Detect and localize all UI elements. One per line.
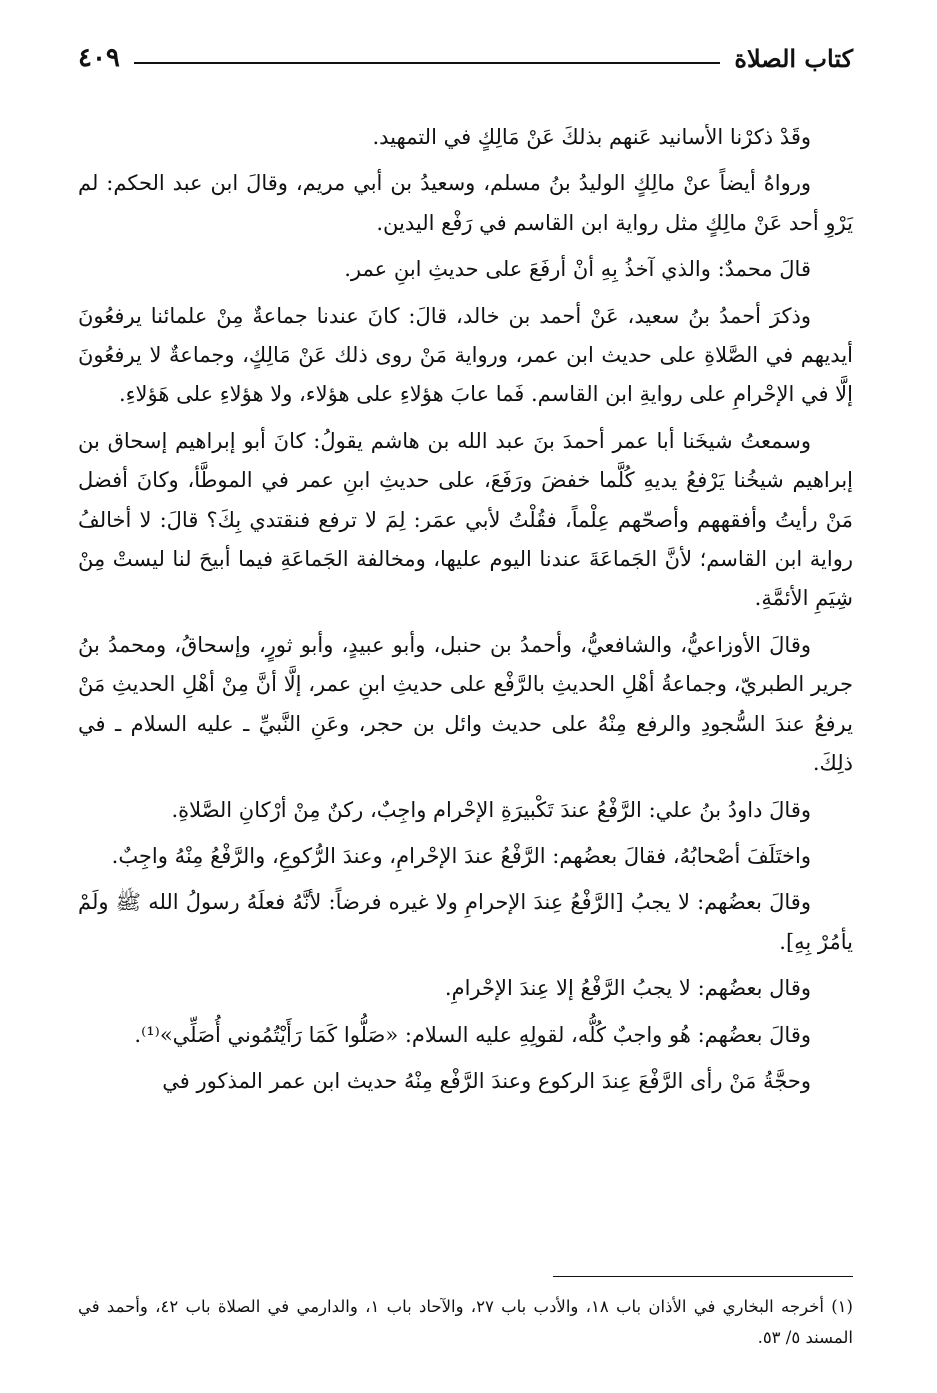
book-title: كتاب الصلاة — [734, 43, 853, 73]
running-header — [78, 38, 853, 78]
paragraph: واختَلَفَ أصْحابُهُ، فقالَ بعضُهم: الرَّفْعُ عندَ الإحْرامِ، وعندَ الرُّكوعِ، والرَّفْعُ مِنْهُ واجِبٌ. — [111, 843, 811, 868]
paragraph: وقَدْ ذكرْنا الأسانيد عَنهم بذلكَ عَنْ مَالِكٍ في التمهيد. — [372, 125, 811, 149]
footnotes — [78, 1291, 853, 1353]
paragraph: وقالَ الأوزاعيُّ، والشافعيُّ، وأحمدُ بن حنبل، وأبو عبيدٍ، وأبو ثورٍ، وإسحاقُ، ومحمدُ بنُ جرير الطبريّ، وجماعةُ أهْلِ الحديثِ بالرَّفْع على حديثِ ابنِ عمر، إلَّا أنَّ مِنْ أهْلِ الحديثِ مَنْ يرفعُ عندَ السُّجودِ والرفع مِنْهُ على حديث وائل بن حجر، وعَنِ النَّبيِّ ـ عليه السلام ـ في ذلِكَ. — [78, 632, 853, 776]
footnote-separator — [553, 1276, 853, 1277]
paragraph: وذكرَ أحمدُ بنُ سعيد، عَنْ أحمد بن خالد، قالَ: كانَ عندنا جماعةٌ مِنْ علمائنا يرفعُونَ أيديهم في الصَّلاةِ على حديث ابن عمر، ورواية مَنْ روى ذلك عَنْ مَالِكٍ، وجماعةٌ لا يرفعُونَ إلَّا في الإحْرامِ على روايةِ ابن القاسم. فَما عابَ هؤلاءِ على هؤلاء، ولا هؤلاءِ على هَؤلاءِ. — [78, 303, 853, 407]
paragraph: وقالَ بعضُهم: لا يجبُ [الرَّفْعُ عِندَ الإحرامِ ولا غيره فرضاً: لأنَّهُ فعلَهُ رسولُ الله ﷺ ولَمْ يأمُرْ بِهِ]. — [78, 890, 853, 954]
paragraph: قالَ محمدٌ: والذي آخذُ بِهِ أنْ أرفَعَ على حديثِ ابنِ عمر. — [344, 257, 811, 282]
footnote: (١) أخرجه البخاري في الأذان باب ١٨، والأدب باب ٢٧، والآحاد باب ١، والدارمي في الصلاة باب ٤٢، وأحمد في المسند ٥/ ٥٣. — [78, 1297, 853, 1347]
body-text — [78, 118, 853, 1101]
paragraph: وسمعتُ شيخَنا أبا عمر أحمدَ بنَ عبد الله بن هاشم يقولُ: كانَ أبو إبراهيم إسحاق بن إبراهيم شيخُنا يَرْفعُ يديهِ كُلَّما خفضَ ورَفَعَ، على حديثِ ابنِ عمر في الموطَّأ، وكانَ أفضل مَنْ رأيتُ وأفقههم وأصحّهم عِلْماً، فقُلْتُ لأبي عمَر: لِمَ لا ترفع فنقتدي بِكَ؟ قالَ: لا أخالفُ رواية ابن القاسم؛ لأنَّ الجَماعَةَ عندنا اليوم عليها، ومخالفة الجَماعَةِ فيما أبيحَ لنا ليستْ مِنْ شِيَمِ الأئمَّةِ. — [78, 428, 853, 611]
paragraph: وقال بعضُهم: لا يجبُ الرَّفْعُ إلا عِندَ الإحْرامِ. — [444, 976, 811, 1001]
paragraph: ورواهُ أيضاً عنْ مالِكٍ الوليدُ بنُ مسلم، وسعيدُ بن أبي مريم، وقالَ ابن عبد الحكم: لم يَرْوِ أحد عَنْ مالِكٍ مثل رواية ابن القاسم في رَفْع اليدين. — [78, 171, 853, 235]
paragraph: وحجَّةُ مَنْ رأى الرَّفْعَ عِندَ الركوع وعندَ الرَّفْع مِنْهُ حديث ابن عمر المذكور في — [162, 1068, 811, 1093]
header-rule — [134, 62, 720, 64]
paragraph: وقالَ بعضُهم: هُو واجبٌ كُلُّه، لقولِهِ عليه السلام: «صَلُّوا كَمَا رَأَيْتُمُوني أُصَلِّي»⁽¹⁾. — [134, 1022, 811, 1047]
paragraph: وقالَ داودُ بنُ علي: الرَّفْعُ عندَ تَكْبيرَةِ الإحْرام واجِبٌ، ركنٌ مِنْ أرْكانِ الصَّلاةِ. — [171, 797, 811, 822]
page-number: ٤٠٩ — [78, 43, 120, 73]
